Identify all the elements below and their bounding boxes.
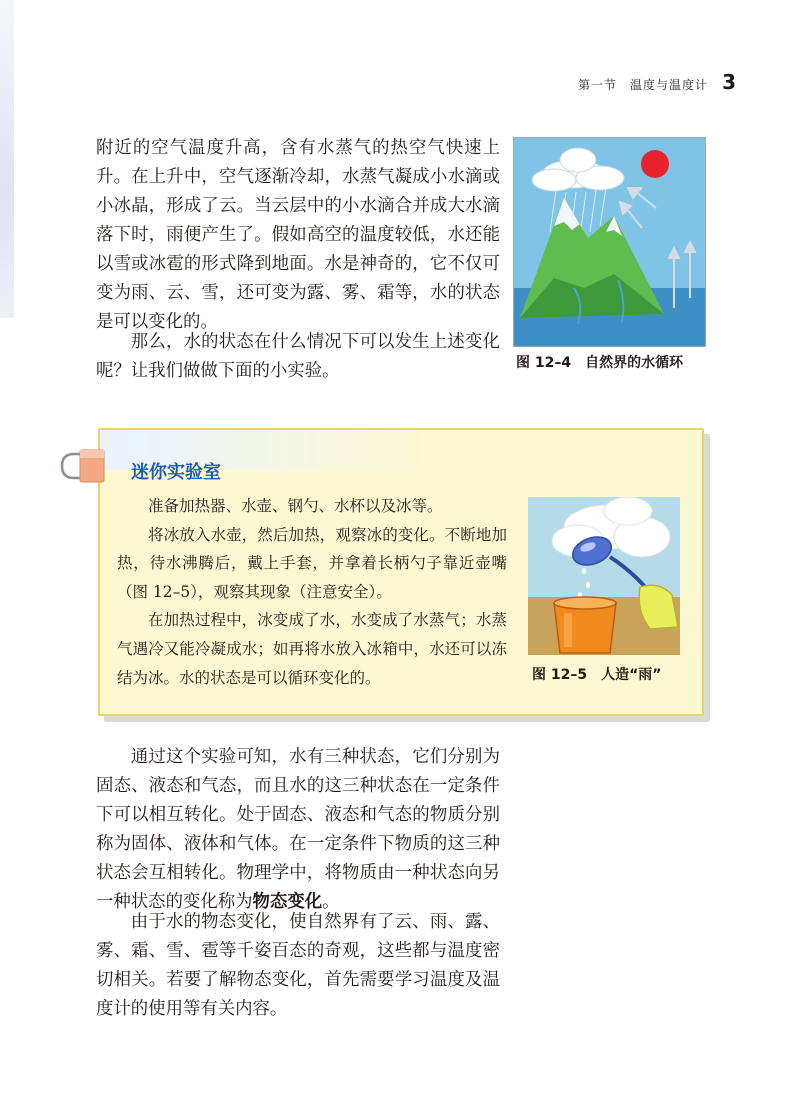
running-head: 第一节 温度与温度计	[577, 78, 708, 92]
mini-lab-title: 迷你实验室	[131, 462, 221, 483]
body-paragraph-3	[96, 743, 500, 917]
figure-12-4-caption: 图 12–4 自然界的水循环	[516, 355, 684, 371]
artificial-rain-illustration	[528, 497, 680, 655]
body-paragraph-3-text: 通过这个实验可知，水有三种状态，它们分别为固态、液态和气态，而且水的这三种状态在一定条件下可以相互转化。处于固态、液态和气态的物质分别称为固体、液体和气体。在一定条件下物质的这三种状态会互相转化。物理学中，将物质由一种状态向另一种状态的变化称为	[96, 747, 500, 912]
page-edge-tab	[0, 0, 14, 318]
mini-lab-line-2: 将冰放入水壶，然后加热，观察冰的变化。不断地加热，待水沸腾后，戴上手套，并拿着长柄勺子靠近壶嘴（图 12–5），观察其现象（注意安全）。	[117, 525, 507, 601]
water-cycle-figure	[513, 137, 706, 347]
artificial-rain-figure	[528, 497, 680, 655]
mini-lab-line-1: 准备加热器、水壶、钢勺、水杯以及冰等。	[148, 497, 443, 515]
figure-12-5-caption: 图 12–5 人造“雨”	[532, 667, 662, 683]
key-term-phase-change: 物态变化	[252, 892, 323, 912]
binder-clip-icon	[58, 446, 110, 486]
mini-lab-text	[117, 492, 507, 692]
mini-lab-line-3: 在加热过程中，冰变成了水，水变成了水蒸气；水蒸气遇冷又能冷凝成水；如再将水放入冰箱中，水还可以冻结为冰。水的状态是可以循环变化的。	[117, 611, 507, 687]
page-number: 3	[722, 70, 736, 94]
body-paragraph-4: 由于水的物态变化，使自然界有了云、雨、露、雾、霜、雪、雹等千姿百态的奇观，这些都与温度密切相关。若要了解物态变化，首先需要学习温度及温度计的使用等有关内容。	[96, 912, 500, 1019]
water-cycle-illustration	[514, 138, 705, 346]
body-paragraph-1: 附近的空气温度升高，含有水蒸气的热空气快速上升。在上升中，空气逐渐冷却，水蒸气凝成小水滴或小冰晶，形成了云。当云层中的小水滴合并成大水滴落下时，雨便产生了。假如高空的温度较低，水还能以雪或冰雹的形式降到地面。水是神奇的，它不仅可变为雨、云、雪，还可变为露、雾、霜等，水的状态是可以变化的。	[96, 138, 500, 332]
body-paragraph-2: 那么，水的状态在什么情况下可以发生上述变化呢？让我们做做下面的小实验。	[96, 332, 500, 381]
body-paragraph-3-end: 。	[322, 892, 340, 912]
